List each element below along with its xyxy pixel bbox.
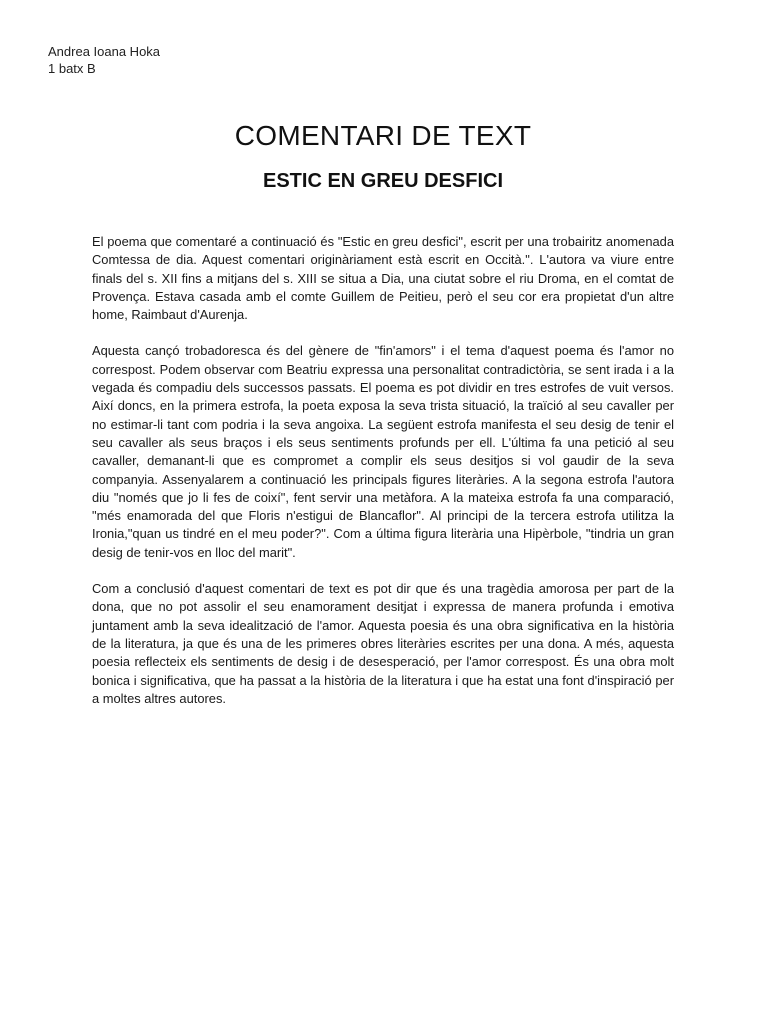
document-body xyxy=(92,233,674,726)
document-title: COMENTARI DE TEXT xyxy=(234,120,532,151)
paragraph-analysis: Aquesta cançó trobadoresca és del gènere de "fin'amors" i el tema d'aquest poema és l'amor no correspost. Podem observar com Beatriu expressa una personalitat contradictòria, se sent irada i a la vegada és compadiu dels successos passats. El poema es pot dividir en tres estrofes de vuit versos. Així doncs, en la primera estrofa, la poeta exposa la seva trista situació, la traïció al seu cavaller per no estimar-li tant com podria i la seva angoixa. La següent estrofa manifesta el seu desig de tenir el seu cavaller als seus braços i els seus sentiments profunds per ell. L'última fa una petició al seu cavaller, demanant-li que es compromet a complir els seus desitjos si vol gaudir de la seva companyia. Assenyalarem a continuació les principals figures literàries. A la segona estrofa l'autora diu "només que jo li fes de coixí", fent servir una metàfora. A la mateixa estrofa fa una comparació, "més enamorada del que Floris n'estigui de Blancaflor". Al principi de la tercera estrofa utilitza la Ironia,"quan us tindré en el meu poder?". Com a última figura literària una Hipèrbole, "tindria un gran desig de tenir-vos en lloc del marit". xyxy=(92,343,674,560)
class-group: 1 batx B xyxy=(48,61,96,76)
paragraph-conclusion: Com a conclusió d'aquest comentari de text es pot dir que és una tragèdia amorosa per part de la dona, que no pot assolir el seu enamorament desitjat i expressa de manera profunda i emotiva juntament amb la seva idealització de l'amor. Aquesta poesia és una obra significativa en la història de la literatura, ja que és una de les primeres obres literàries escrites per una dona. A més, aquesta poesia reflecteix els sentiments de desig i de desesperació, per l'amor correspost. És una obra molt bonica i significativa, que ha passat a la història de la literatura i que ha estat una font d'inspiració per a moltes altres autores. xyxy=(92,581,674,706)
author-info xyxy=(48,43,160,77)
paragraph-introduction: El poema que comentaré a continuació és "Estic en greu desfici", escrit per una trobairitz anomenada Comtessa de dia. Aquest comentari originàriament està escrit en Occità.". L'autora va viure entre finals del s. XII fins a mitjans del s. XIII se situa a Dia, una ciutat sobre el riu Droma, en el comtat de Provença. Estava casada amb el comte Guillem de Peitieu, però el seu cor era propietat d'un altre home, Raimbaut d'Aurenja. xyxy=(92,234,674,323)
author-name: Andrea Ioana Hoka xyxy=(48,44,161,59)
document-subtitle: ESTIC EN GREU DESFICI xyxy=(262,170,504,192)
